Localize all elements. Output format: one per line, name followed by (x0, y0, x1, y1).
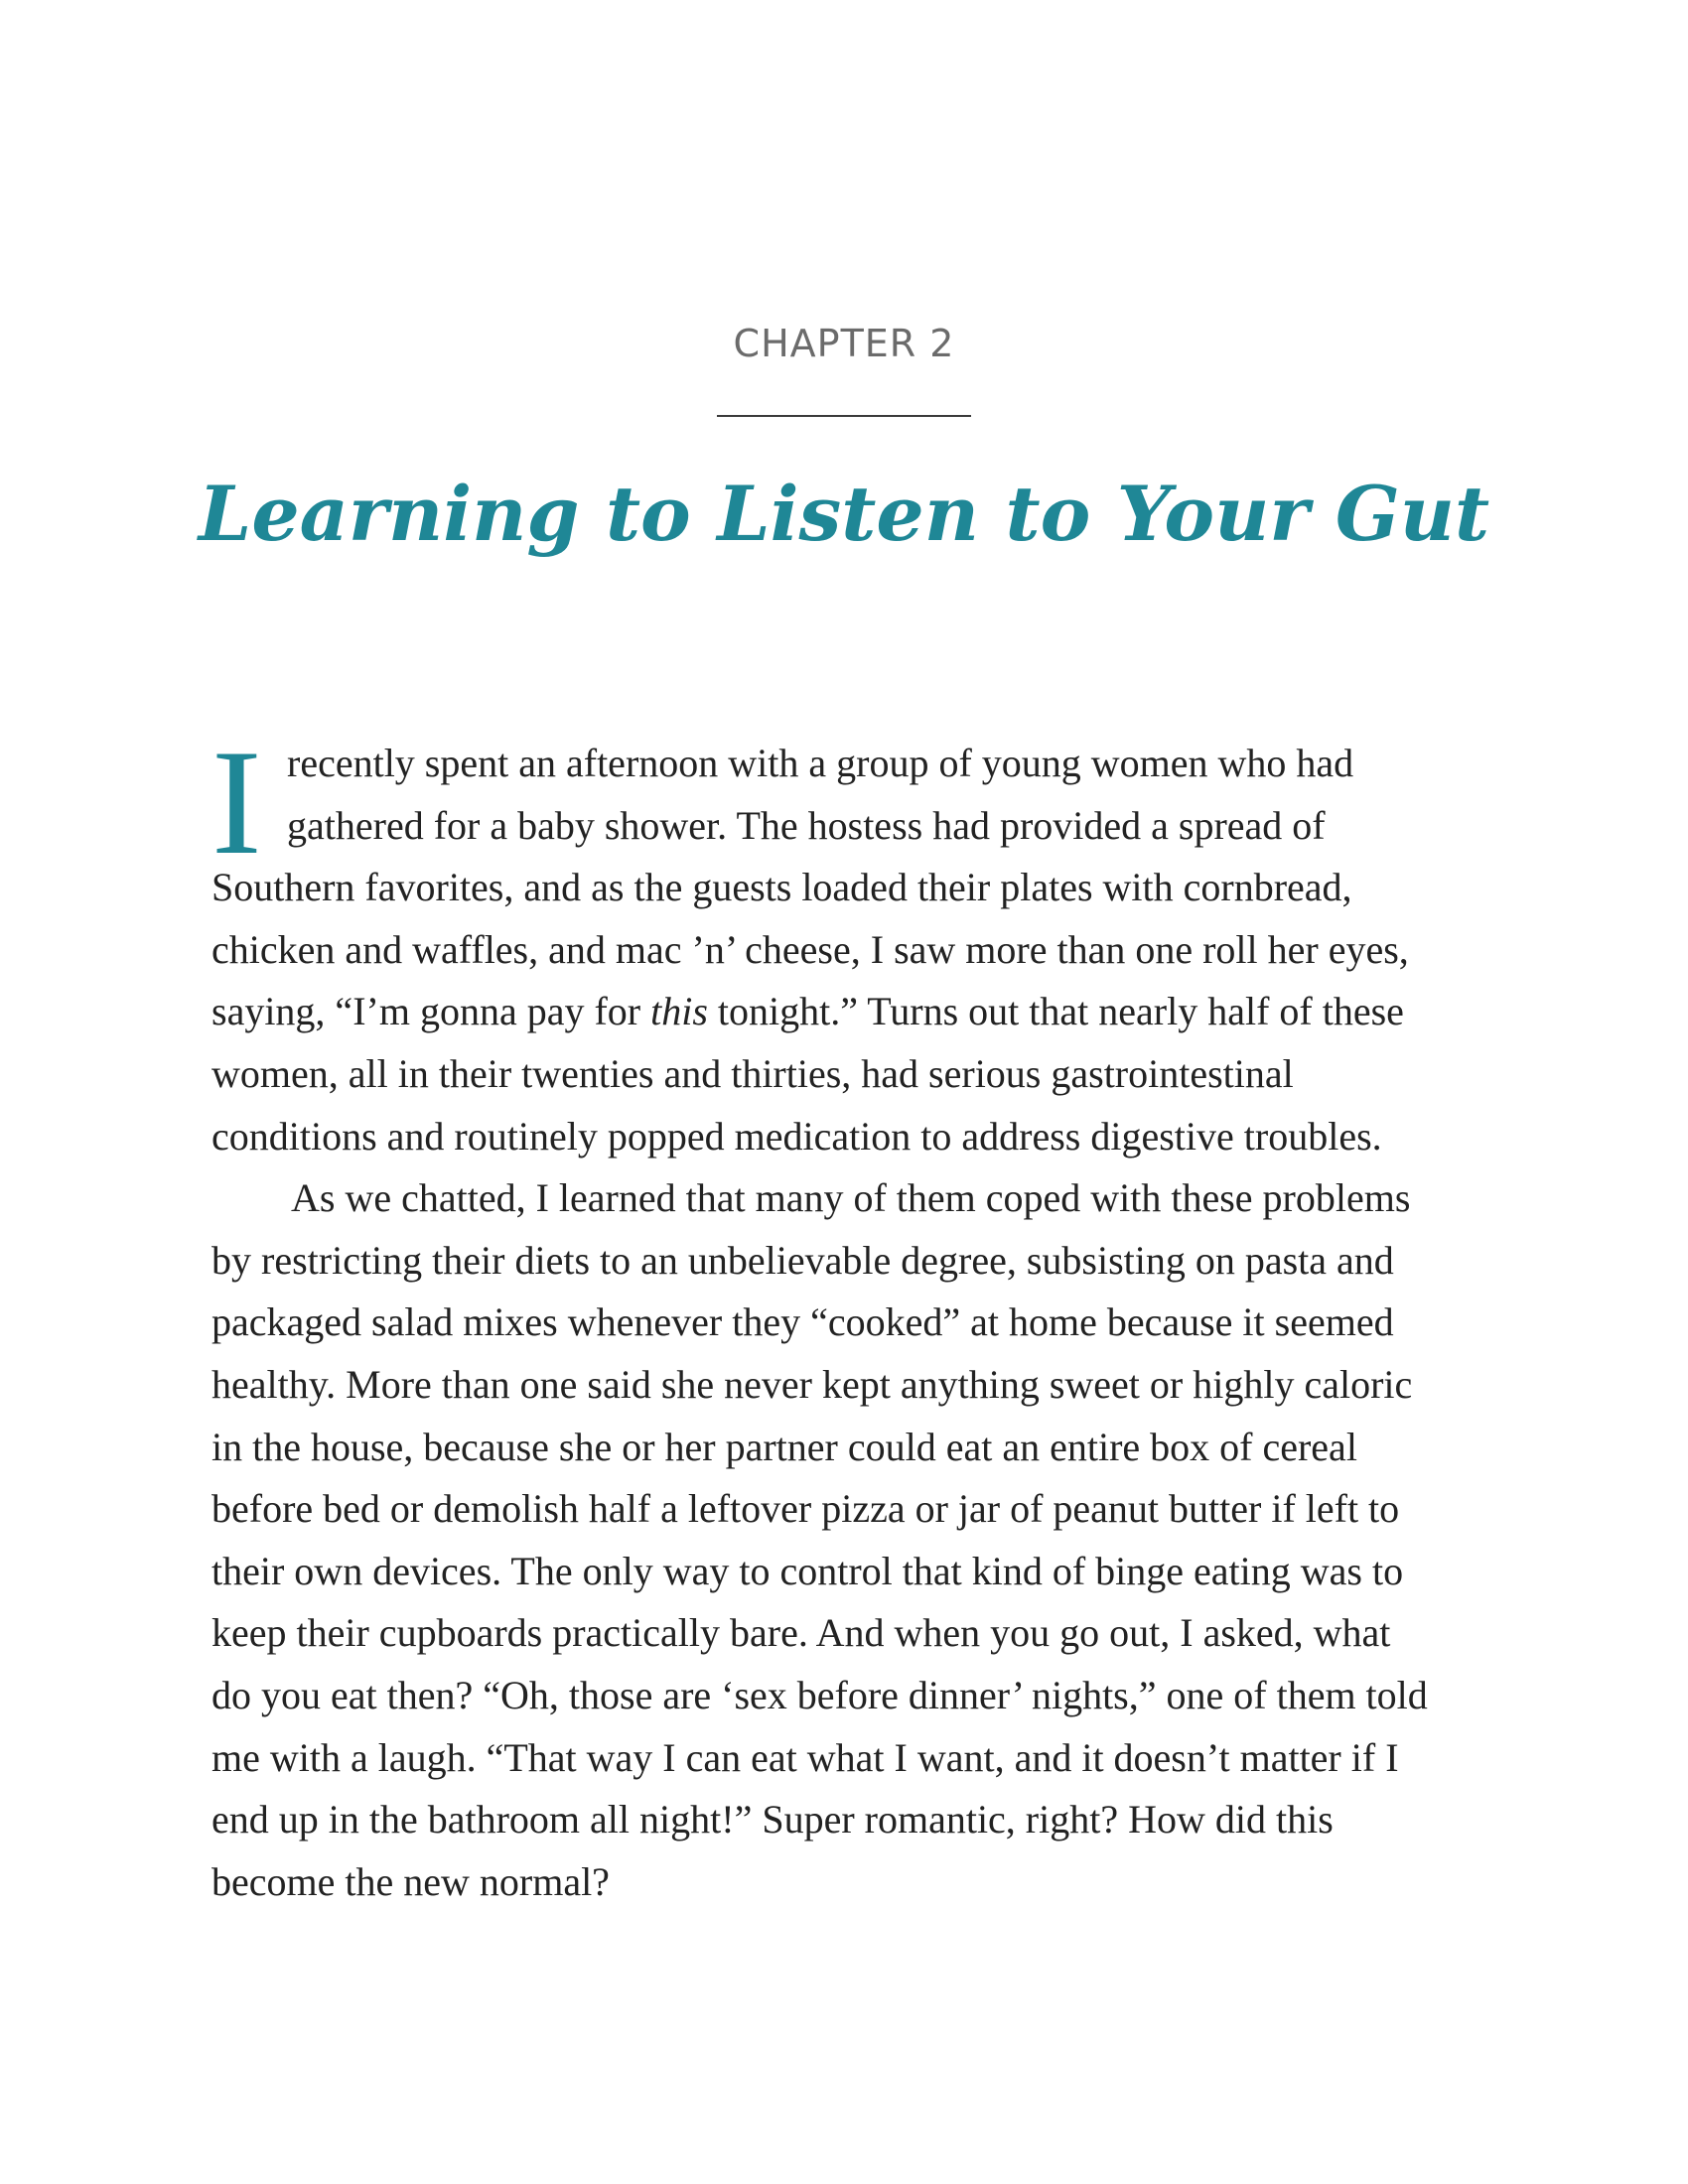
text-line: their own devices. The only way to control that kind of binge eating was to (211, 1548, 1404, 1593)
text-line: conditions and routinely popped medication to address digestive troubles. (211, 1113, 1382, 1159)
text-line: become the new normal? (211, 1858, 610, 1904)
emphasis-text: this (650, 989, 708, 1034)
paragraph-1 (211, 719, 1480, 1167)
text-line: do you eat then? “Oh, those are ‘sex before dinner’ nights,” one of them told (211, 1672, 1428, 1717)
text-line: packaged salad mixes whenever they “cooked” at home because it seemed (211, 1299, 1394, 1345)
text-line: Southern favorites, and as the guests loaded their plates with cornbread, (211, 865, 1352, 910)
text-line: As we chatted, I learned that many of them coped with these problems (291, 1175, 1411, 1221)
text-line: chicken and waffles, and mac ’n’ cheese, I saw more than one roll her eyes, (211, 926, 1409, 972)
text-line: healthy. More than one said she never kept anything sweet or highly caloric (211, 1361, 1413, 1407)
text-segment: saying, “I’m gonna pay for (211, 989, 651, 1034)
chapter-label: CHAPTER 2 (733, 322, 955, 365)
chapter-title: Learning to Listen to Your Gut (198, 470, 1490, 558)
text-line: in the house, because she or her partner could eat an entire box of cereal (211, 1424, 1357, 1469)
text-line: recently spent an afternoon with a group of young women who had (287, 741, 1354, 785)
text-line: me with a laugh. “That way I can eat what I want, and it doesn’t matter if I (211, 1734, 1399, 1780)
body-text (211, 719, 1480, 1913)
paragraph-2 (211, 1167, 1480, 1913)
text-line: end up in the bathroom all night!” Super romantic, right? How did this (211, 1797, 1334, 1843)
text-line: women, all in their twenties and thirties, had serious gastrointestinal (211, 1050, 1294, 1096)
text-line: by restricting their diets to an unbelievable degree, subsisting on pasta and (211, 1237, 1394, 1283)
drop-cap: I (211, 719, 262, 886)
text-segment: tonight.” Turns out that nearly half of these (707, 989, 1404, 1034)
text-line: keep their cupboards practically bare. And when you go out, I asked, what (211, 1610, 1391, 1656)
text-line: before bed or demolish half a leftover pizza or jar of peanut butter if left to (211, 1486, 1400, 1532)
chapter-divider (717, 415, 971, 417)
text-line (211, 981, 1480, 1043)
text-line: gathered for a baby shower. The hostess had provided a spread of (287, 802, 1326, 848)
